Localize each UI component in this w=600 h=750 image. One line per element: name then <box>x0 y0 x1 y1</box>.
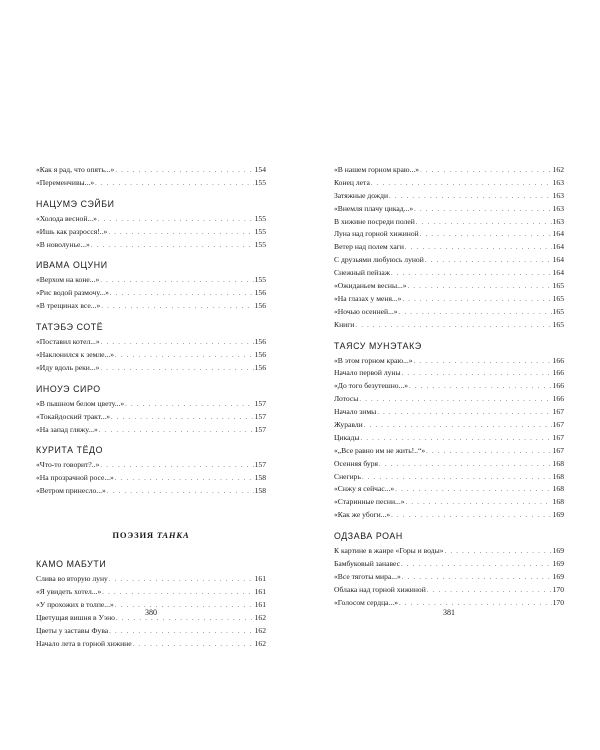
entry-title: Слива во вторую луну <box>36 574 108 584</box>
toc-entry <box>36 239 266 252</box>
toc-entry <box>334 419 564 432</box>
toc-entry <box>334 458 564 471</box>
dot-leader <box>362 472 552 484</box>
entry-title: «Поставил котел...» <box>36 337 100 347</box>
toc-group <box>36 164 266 190</box>
toc-entry <box>334 496 564 509</box>
dot-leader <box>100 275 253 287</box>
entry-title: Бамбуковый занавес <box>334 559 400 569</box>
entry-page: 163 <box>552 216 564 226</box>
entry-title: Луна над горной хижиной <box>334 229 419 239</box>
entry-page: 167 <box>552 420 564 430</box>
dot-leader <box>100 460 253 472</box>
section-heading-prefix: ПОЭЗИЯ <box>112 530 157 541</box>
entry-title: «Холода весной...» <box>36 213 97 223</box>
entry-page: 166 <box>552 394 564 404</box>
entry-title: С друзьями любуюсь луной <box>334 255 424 265</box>
entry-title: «У прохожих в толпе...» <box>36 599 114 609</box>
toc-entry <box>334 177 564 190</box>
dot-leader <box>391 510 551 522</box>
author-heading: КУРИТА ТЁДО <box>36 445 104 456</box>
entry-page: 161 <box>254 574 266 584</box>
toc-entry <box>36 336 266 349</box>
dot-leader <box>107 486 254 498</box>
entry-page: 156 <box>254 362 266 372</box>
dot-leader <box>414 204 551 216</box>
entry-page: 167 <box>552 445 564 455</box>
dot-leader <box>402 294 551 306</box>
toc-entry <box>36 625 266 638</box>
entry-title: К картине в жанре «Горы и воды» <box>334 546 444 556</box>
entry-title: Ветер над полем хаги <box>334 242 404 252</box>
entry-page: 170 <box>552 597 564 607</box>
toc-entry <box>36 573 266 586</box>
toc-entry <box>334 545 564 558</box>
dot-leader <box>379 459 552 471</box>
toc-entry <box>36 164 266 177</box>
toc-entry <box>36 424 266 437</box>
toc-entry <box>334 293 564 306</box>
dot-leader <box>445 546 552 558</box>
dot-leader <box>115 350 254 362</box>
entry-page: 166 <box>552 381 564 391</box>
entry-page: 165 <box>552 319 564 329</box>
toc-entry <box>36 274 266 287</box>
author-heading: ИНОУЭ СИРО <box>36 383 101 394</box>
toc-entry <box>36 411 266 424</box>
toc-entry <box>36 349 266 362</box>
dot-leader <box>102 587 253 599</box>
entry-title: Начало первой луны <box>334 368 401 378</box>
dot-leader <box>125 399 253 411</box>
dot-leader <box>133 639 254 651</box>
entry-title: Конец лета <box>334 177 370 187</box>
entry-title: Начало лета в горной хижине <box>36 638 132 648</box>
toc-entry <box>36 362 266 375</box>
toc-entry <box>334 355 564 368</box>
entry-page: 162 <box>254 612 266 622</box>
entry-title: «Ночью осенней...» <box>334 306 398 316</box>
entry-title: «До того безутешно...» <box>334 381 409 391</box>
toc-entry <box>36 638 266 651</box>
entry-title: Цветы у заставы Фува <box>36 625 109 635</box>
entry-title: Журавли <box>334 420 363 430</box>
author-heading: ТАТЭБЭ СОТЁ <box>36 322 104 333</box>
dot-leader <box>95 178 253 190</box>
toc-entry <box>334 380 564 393</box>
entry-title: «„Все равно им не жить!..“» <box>334 445 426 455</box>
entry-page: 163 <box>552 190 564 200</box>
entry-title: «Старинные песни...» <box>334 497 405 507</box>
entry-page: 155 <box>254 239 266 249</box>
entry-title: Цветущая вишня в Уэно <box>36 612 115 622</box>
entry-page: 162 <box>552 165 564 174</box>
entry-page: 168 <box>552 497 564 507</box>
entry-page: 168 <box>552 484 564 494</box>
entry-title: Осенняя буря <box>334 458 378 468</box>
dot-leader <box>406 497 552 509</box>
entry-title: «В новолунье...» <box>36 239 90 249</box>
dot-leader <box>110 288 254 300</box>
entry-title: «Голосом сердца...» <box>334 597 399 607</box>
entry-title: «Ожиданьем весны...» <box>334 281 407 291</box>
dot-leader <box>402 572 552 584</box>
entry-page: 163 <box>552 203 564 213</box>
entry-title: Затяжные дожди <box>334 190 389 200</box>
entry-page: 167 <box>552 432 564 442</box>
dot-leader <box>405 242 552 254</box>
entry-page: 164 <box>552 242 564 252</box>
entry-page: 168 <box>552 458 564 468</box>
dot-leader <box>101 337 254 349</box>
toc-entry <box>334 571 564 584</box>
toc-entry <box>36 213 266 226</box>
dot-leader <box>402 368 552 380</box>
toc-entry <box>36 287 266 300</box>
dot-leader <box>425 255 552 267</box>
section-heading <box>36 528 266 542</box>
entry-title: «Как же убоги...» <box>334 510 391 520</box>
toc-entry <box>334 406 564 419</box>
toc-entry <box>334 164 564 177</box>
dot-leader <box>427 585 552 597</box>
dot-leader <box>409 381 552 393</box>
dot-leader <box>401 559 552 571</box>
author-heading: ОДЗАВА РОАН <box>334 531 403 542</box>
entry-page: 169 <box>552 546 564 556</box>
page-number-left: 380 <box>145 608 157 617</box>
toc-entry <box>36 177 266 190</box>
entry-page: 167 <box>552 407 564 417</box>
entry-page: 161 <box>254 599 266 609</box>
author-heading: ТАЯСУ МУНЭТАКЭ <box>334 340 422 351</box>
toc-entry <box>36 485 266 498</box>
entry-page: 156 <box>254 337 266 347</box>
entry-page: 170 <box>552 584 564 594</box>
dot-leader <box>399 598 552 610</box>
dot-leader <box>416 217 552 229</box>
entry-title: «На прозрачной росе...» <box>36 473 114 483</box>
dot-leader <box>364 420 552 432</box>
entry-title: «В трещинах все...» <box>36 301 101 311</box>
dot-leader <box>91 240 254 252</box>
dot-leader <box>99 425 254 437</box>
toc-entry <box>334 471 564 484</box>
entry-page: 155 <box>254 226 266 236</box>
dot-leader <box>109 626 253 638</box>
dot-leader <box>98 214 254 226</box>
toc-entry <box>334 584 564 597</box>
entry-title: Цикады <box>334 432 360 442</box>
entry-title: Книги <box>334 319 355 329</box>
entry-page: 169 <box>552 510 564 520</box>
dot-leader <box>408 281 552 293</box>
author-heading: ИВАМА ОЦУНИ <box>36 260 108 271</box>
entry-page: 163 <box>552 177 564 187</box>
dot-leader <box>420 165 552 177</box>
entry-page: 162 <box>254 625 266 635</box>
entry-page: 157 <box>254 424 266 434</box>
entry-page: 166 <box>552 355 564 365</box>
dot-leader <box>360 433 551 445</box>
dot-leader <box>377 407 551 419</box>
entry-page: 169 <box>552 571 564 581</box>
entry-page: 162 <box>254 638 266 648</box>
entry-title: «Все тяготы мира...» <box>334 571 401 581</box>
toc-entry <box>36 459 266 472</box>
dot-leader <box>115 473 254 485</box>
toc-entry <box>334 393 564 406</box>
entry-title: «В этом горном краю...» <box>334 355 413 365</box>
toc-entry <box>334 445 564 458</box>
entry-title: «На запад гляжу...» <box>36 424 98 434</box>
dot-leader <box>108 227 253 239</box>
dot-leader <box>100 363 253 375</box>
entry-title: «Ишь как разросся!..» <box>36 226 108 236</box>
toc-entry <box>334 432 564 445</box>
right-page <box>334 164 564 610</box>
entry-title: Снегирь <box>334 471 361 481</box>
entry-page: 158 <box>254 486 266 496</box>
entry-page: 169 <box>552 559 564 569</box>
toc-entry <box>334 254 564 267</box>
entry-page: 154 <box>254 165 266 174</box>
toc-entry <box>36 398 266 411</box>
entry-page: 164 <box>552 229 564 239</box>
dot-leader <box>389 191 552 203</box>
toc-entry <box>334 280 564 293</box>
entry-title: «Наклонился к земле...» <box>36 350 115 360</box>
entry-title: «Я увидеть хотел...» <box>36 587 102 597</box>
section-heading-emphasis: ТАНКА <box>156 530 190 541</box>
entry-title: «Рис водой размочу...» <box>36 288 109 298</box>
dot-leader <box>359 394 551 406</box>
entry-page: 155 <box>254 177 266 187</box>
entry-title: «Токайдоский тракт...» <box>36 411 111 421</box>
dot-leader <box>420 229 552 241</box>
entry-page: 165 <box>552 306 564 316</box>
entry-title: «В пышном белом цвету...» <box>36 398 125 408</box>
left-page <box>36 164 266 650</box>
author-heading: КАМО МАБУТИ <box>36 559 107 570</box>
entry-page: 155 <box>254 275 266 285</box>
toc-entry <box>334 228 564 241</box>
dot-leader <box>399 307 552 319</box>
entry-title: «Внемля плачу цикад...» <box>334 203 414 213</box>
entry-title: «Иду вдоль реки...» <box>36 362 100 372</box>
entry-page: 157 <box>254 411 266 421</box>
dot-leader <box>115 165 253 177</box>
dot-leader <box>101 301 253 313</box>
entry-page: 164 <box>552 268 564 278</box>
entry-page: 158 <box>254 473 266 483</box>
entry-page: 157 <box>254 398 266 408</box>
entry-title: Начало зимы <box>334 407 377 417</box>
dot-leader <box>371 178 552 190</box>
toc-entry <box>334 241 564 254</box>
entry-page: 157 <box>254 460 266 470</box>
toc-entry <box>334 509 564 522</box>
toc-entry <box>334 483 564 496</box>
entry-page: 155 <box>254 213 266 223</box>
entry-page: 165 <box>552 293 564 303</box>
entry-title: «В нашем горном краю...» <box>334 165 420 174</box>
dot-leader <box>111 412 254 424</box>
toc-entry <box>36 472 266 485</box>
toc-entry <box>334 319 564 332</box>
entry-title: «Что-то говорит?..» <box>36 460 100 470</box>
entry-title: «Как я рад, что опять...» <box>36 165 115 174</box>
entry-page: 165 <box>552 281 564 291</box>
toc-entry <box>334 203 564 216</box>
dot-leader <box>395 484 551 496</box>
entry-title: «Снжу я сейчас...» <box>334 484 395 494</box>
entry-title: Облака над горной хижиной <box>334 584 426 594</box>
dot-leader <box>391 268 552 280</box>
entry-page: 161 <box>254 587 266 597</box>
toc-entry <box>334 216 564 229</box>
entry-title: В хижине посреди полей <box>334 216 415 226</box>
toc-entry <box>36 300 266 313</box>
entry-page: 156 <box>254 301 266 311</box>
entry-page: 164 <box>552 255 564 265</box>
dot-leader <box>426 446 551 458</box>
page-number-right: 381 <box>443 608 455 617</box>
toc-entry <box>334 306 564 319</box>
entry-title: «Верхом на коне...» <box>36 275 100 285</box>
entry-title: Снежный пейзаж <box>334 268 390 278</box>
author-heading: НАЦУМЭ СЭЙБИ <box>36 198 115 209</box>
entry-page: 156 <box>254 288 266 298</box>
toc-entry <box>36 226 266 239</box>
toc-entry <box>36 586 266 599</box>
entry-title: «Переменчивы...» <box>36 177 95 187</box>
dot-leader <box>355 320 551 332</box>
toc-entry <box>334 367 564 380</box>
toc-entry <box>334 190 564 203</box>
dot-leader <box>109 574 254 586</box>
entry-page: 156 <box>254 350 266 360</box>
toc-entry <box>334 558 564 571</box>
dot-leader <box>414 356 552 368</box>
entry-page: 168 <box>552 471 564 481</box>
entry-title: «На глазах у меня...» <box>334 293 402 303</box>
entry-title: Лотосы <box>334 394 359 404</box>
toc-entry <box>334 267 564 280</box>
entry-page: 166 <box>552 368 564 378</box>
entry-title: «Ветром принесло...» <box>36 486 106 496</box>
